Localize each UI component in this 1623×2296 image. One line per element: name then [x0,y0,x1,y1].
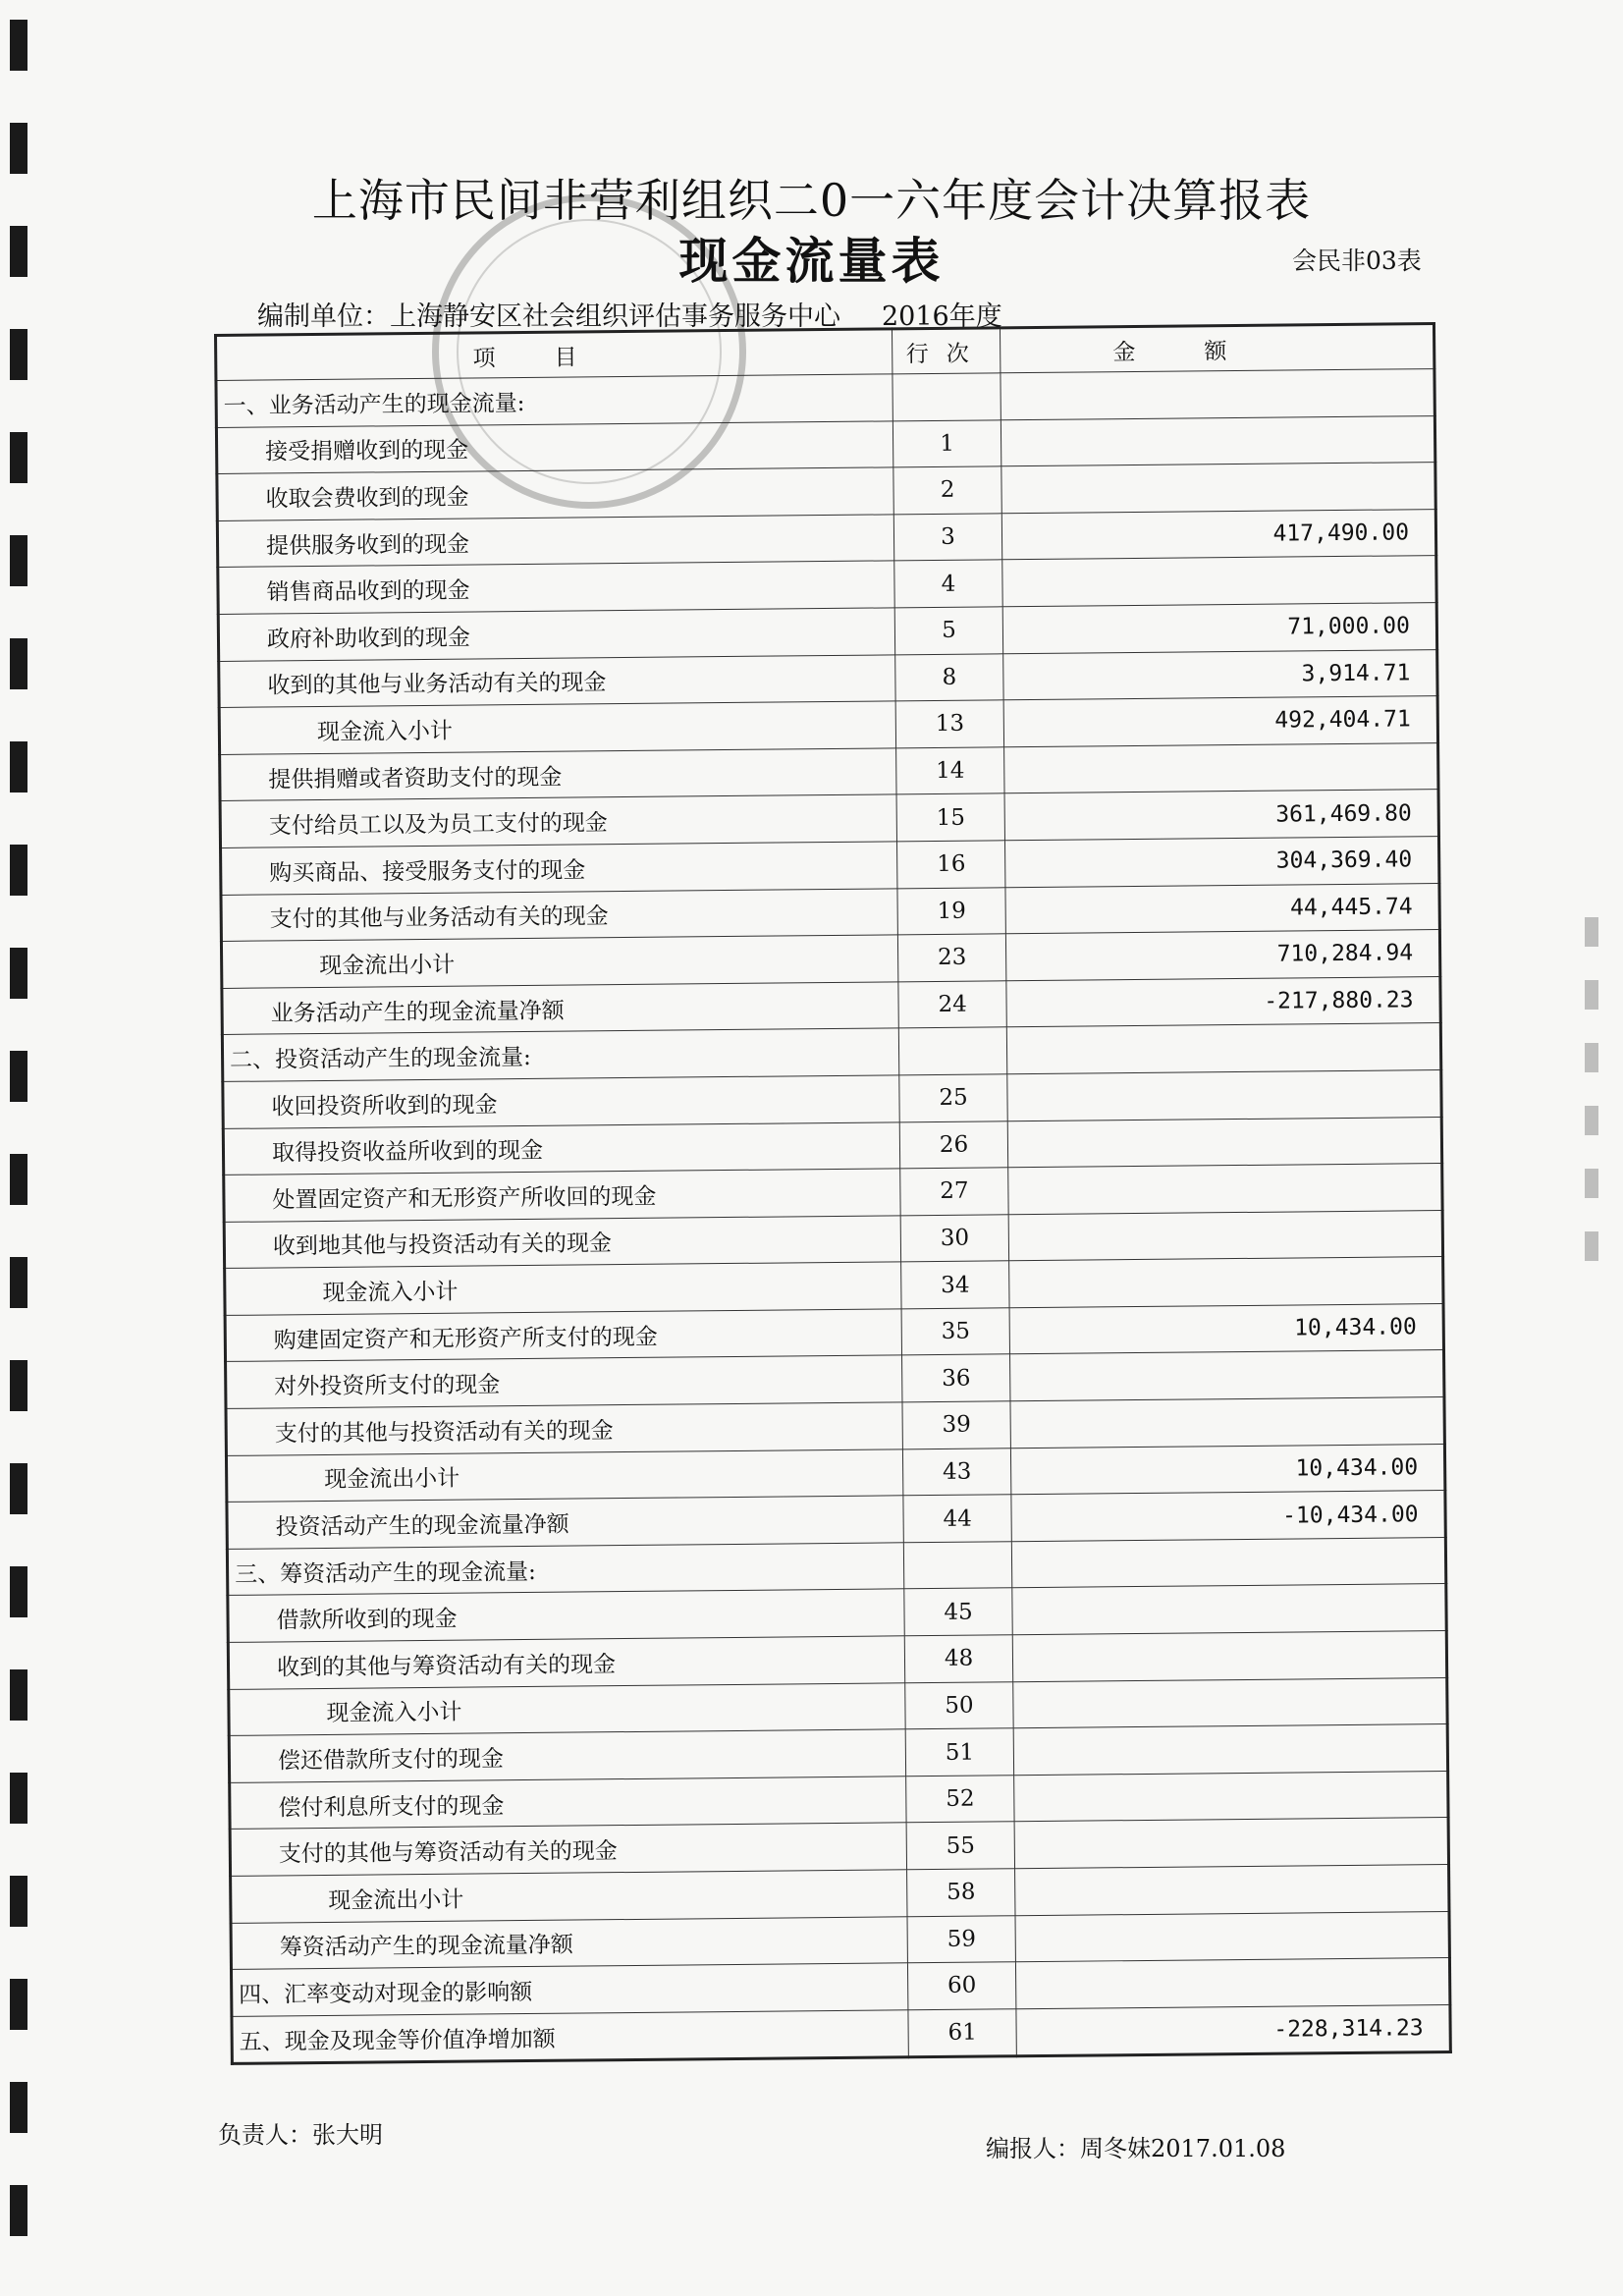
row-item: 二、投资活动产生的现金流量: [222,1028,898,1081]
row-item: 现金流出小计 [231,1870,907,1923]
row-item: 一、业务活动产生的现金流量: [216,374,893,427]
row-amount: 492,404.71 [1004,696,1438,747]
binding-hole [10,1979,27,2030]
row-line-number: 25 [898,1074,1007,1122]
row-amount [1015,1911,1449,1962]
row-item: 现金流出小计 [221,935,897,988]
row-amount [1014,1724,1448,1776]
responsible-person: 负责人：张大明 [218,2121,383,2149]
row-line-number: 3 [893,514,1002,562]
row-amount: 361,469.80 [1004,790,1438,841]
row-line-number: 55 [906,1822,1015,1870]
row-line-number: 36 [901,1354,1010,1402]
report-title: 上海市民间非营利组织二0一六年度会计决算报表 [311,174,1312,227]
row-item: 偿付利息所支付的现金 [230,1777,906,1830]
row-item: 收到的其他与业务活动有关的现金 [219,654,895,707]
row-line-number [898,1027,1007,1075]
report-subtitle: 现金流量表 [678,232,945,290]
header-line: 行次 [892,328,1001,374]
binding-hole [10,741,27,793]
preparer: 编报人：周冬妹2017.01.08 [986,2135,1286,2162]
binding-hole [10,1154,27,1205]
binding-hole [10,432,27,483]
row-line-number: 34 [900,1261,1009,1309]
row-amount: 417,490.00 [1002,509,1436,560]
header-item: 项目 [216,329,893,381]
row-line-number: 61 [908,2009,1017,2058]
row-line-number: 59 [907,1915,1016,1963]
row-item: 三、筹资活动产生的现金流量: [227,1543,903,1596]
row-line-number: 50 [904,1681,1013,1729]
row-amount [1002,556,1436,607]
binding-hole [10,1257,27,1308]
row-amount [1009,1257,1443,1308]
row-item: 现金流入小计 [229,1682,905,1735]
binding-hole [10,638,27,689]
binding-hole [10,20,27,71]
row-line-number: 44 [903,1495,1012,1543]
row-item: 支付的其他与业务活动有关的现金 [221,888,897,941]
row-amount [1010,1397,1444,1449]
row-line-number: 4 [893,560,1002,608]
row-item: 四、汇率变动对现金的影响额 [231,1963,907,2016]
row-amount: -217,880.23 [1006,976,1440,1027]
row-line-number: 1 [893,419,1001,467]
row-amount [1015,1865,1449,1916]
row-item: 收回投资所收到的现金 [223,1075,899,1128]
row-amount [1012,1584,1446,1635]
binding-hole [10,1566,27,1617]
row-item: 收取会费收到的现金 [217,467,893,520]
row-item: 支付的其他与筹资活动有关的现金 [230,1823,906,1876]
binding-hole [10,1876,27,1927]
row-item: 业务活动产生的现金流量净额 [222,982,898,1035]
row-item: 现金流出小计 [226,1449,902,1502]
binding-hole [10,2185,27,2236]
unit-label: 编制单位：上海静安区社会组织评估事务服务中心 [257,301,840,332]
row-item: 提供捐赠或者资助支付的现金 [220,748,896,801]
row-line-number: 26 [899,1121,1008,1169]
row-item: 销售商品收到的现金 [218,561,894,614]
row-item: 投资活动产生的现金流量净额 [227,1496,903,1549]
row-line-number: 5 [894,607,1003,655]
row-line-number: 27 [899,1168,1008,1216]
row-item: 对外投资所支付的现金 [226,1355,902,1408]
row-amount: 710,284.94 [1006,930,1440,981]
binding-hole [10,1463,27,1514]
row-amount [1004,742,1438,793]
binding-holes [10,0,31,2296]
row-amount [1007,1023,1441,1074]
row-line-number: 43 [902,1448,1011,1496]
row-item: 支付的其他与投资活动有关的现金 [226,1402,902,1455]
binding-hole [10,1773,27,1824]
row-amount [1001,369,1434,420]
row-amount: 10,434.00 [1010,1303,1444,1354]
row-line-number: 24 [897,980,1006,1028]
binding-hole [10,2082,27,2133]
row-amount: 10,434.00 [1011,1444,1445,1495]
row-amount [1013,1631,1447,1682]
row-item: 筹资活动产生的现金流量净额 [231,1916,907,1969]
binding-hole [10,329,27,380]
row-amount [1009,1210,1443,1261]
row-item: 接受捐赠收到的现金 [216,420,893,473]
row-amount [1016,1958,1450,2009]
row-line-number: 30 [900,1214,1009,1262]
row-line-number: 23 [897,934,1006,982]
row-line-number [893,373,1001,421]
row-item: 收到地其他与投资活动有关的现金 [224,1216,900,1269]
row-line-number: 39 [902,1401,1011,1449]
row-item: 支付给员工以及为员工支付的现金 [220,794,896,847]
row-item: 五、现金及现金等价值净增加额 [232,2010,908,2064]
row-amount [1008,1164,1442,1215]
row-amount: 71,000.00 [1003,603,1437,654]
binding-hole [10,1669,27,1721]
row-line-number: 8 [894,653,1003,701]
row-line-number: 60 [907,1962,1016,2010]
row-amount [1010,1350,1444,1401]
row-item: 取得投资收益所收到的现金 [223,1121,899,1175]
row-item: 偿还借款所支付的现金 [229,1729,905,1782]
row-line-number: 52 [905,1776,1014,1824]
row-item: 现金流入小计 [225,1262,901,1315]
row-line-number: 48 [904,1635,1013,1683]
row-amount [1013,1677,1447,1728]
form-code: 会民非03表 [1292,246,1422,275]
row-amount [1007,1069,1441,1121]
row-item: 政府补助收到的现金 [218,608,894,661]
row-amount: 304,369.40 [1005,836,1439,887]
row-line-number: 45 [903,1588,1012,1636]
row-item: 现金流入小计 [219,701,895,754]
row-amount [1015,1818,1449,1869]
row-amount [1012,1537,1446,1588]
row-line-number: 15 [896,793,1005,842]
binding-hole [10,1360,27,1411]
row-amount: 44,445.74 [1005,883,1439,934]
row-amount [1001,415,1435,466]
row-line-number: 13 [895,700,1004,748]
row-item: 借款所收到的现金 [228,1589,904,1642]
binding-hole [10,535,27,586]
row-amount [1014,1771,1448,1822]
row-item: 购买商品、接受服务支付的现金 [221,842,897,895]
header-amount: 金额 [1001,324,1434,373]
row-line-number: 16 [896,841,1005,889]
row-line-number: 2 [893,466,1001,515]
row-line-number: 58 [906,1869,1015,1917]
row-amount: -10,434.00 [1011,1491,1445,1542]
row-line-number: 35 [901,1308,1010,1356]
row-amount: 3,914.71 [1003,649,1437,700]
cash-flow-table [214,322,1452,2065]
report-year: 2016年度 [882,301,1002,332]
row-line-number: 14 [895,747,1004,795]
row-amount [1008,1117,1442,1168]
binding-hole [10,1051,27,1102]
row-item: 提供服务收到的现金 [217,515,893,568]
row-item: 处置固定资产和无形资产所收回的现金 [224,1169,900,1222]
row-amount: -228,314.23 [1016,2004,1450,2056]
row-line-number: 19 [897,887,1006,935]
row-item: 购建固定资产和无形资产所支付的现金 [225,1309,901,1362]
row-line-number: 51 [905,1728,1014,1777]
row-amount [1001,463,1435,514]
binding-hole [10,948,27,999]
binding-hole [10,845,27,896]
edge-scan-marks [1577,884,1606,1296]
row-line-number [903,1542,1012,1590]
row-item: 收到的其他与筹资活动有关的现金 [228,1636,904,1689]
